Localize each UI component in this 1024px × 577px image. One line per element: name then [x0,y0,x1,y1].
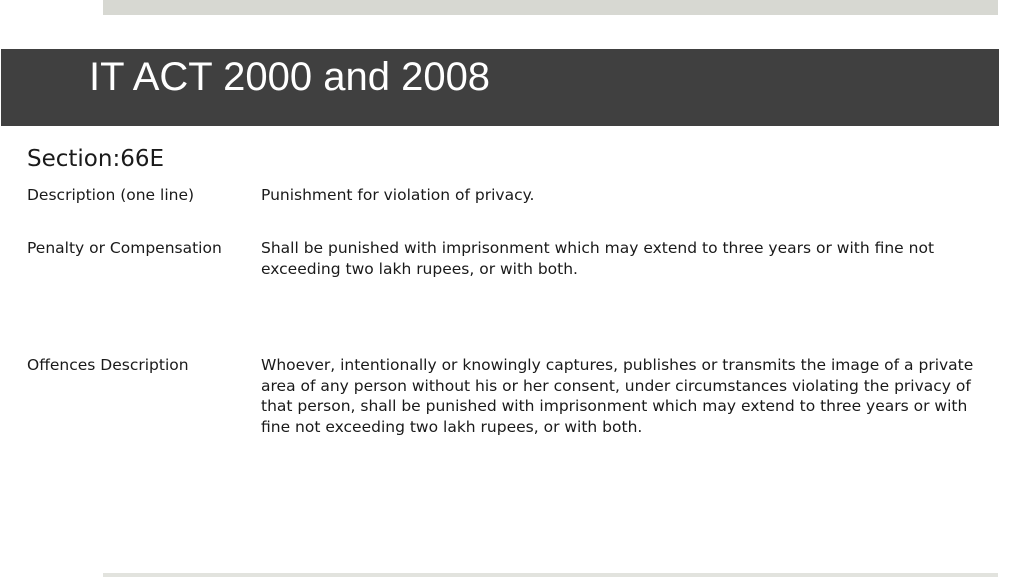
penalty-value: Shall be punished with imprisonment which may extend to three years or with fine not exceeding two lakh rupees, or with both. [261,239,935,278]
slide-title: IT ACT 2000 and 2008 [89,55,491,99]
description-label: Description (one line) [27,186,195,204]
offences-label: Offences Description [27,356,189,374]
penalty-label: Penalty or Compensation [27,239,222,257]
top-decorative-bar [103,0,998,15]
offences-value: Whoever, intentionally or knowingly captures, publishes or transmits the image of a private area of any person without his or her consent, under circumstances violating the privacy of that person, shall be punished with imprisonment which may extend to three years or with fine not exceeding two lakh rupees, or with both. [261,356,974,436]
bottom-decorative-bar [103,573,998,577]
description-value: Punishment for violation of privacy. [261,186,535,204]
section-heading: Section:66E [27,146,165,172]
